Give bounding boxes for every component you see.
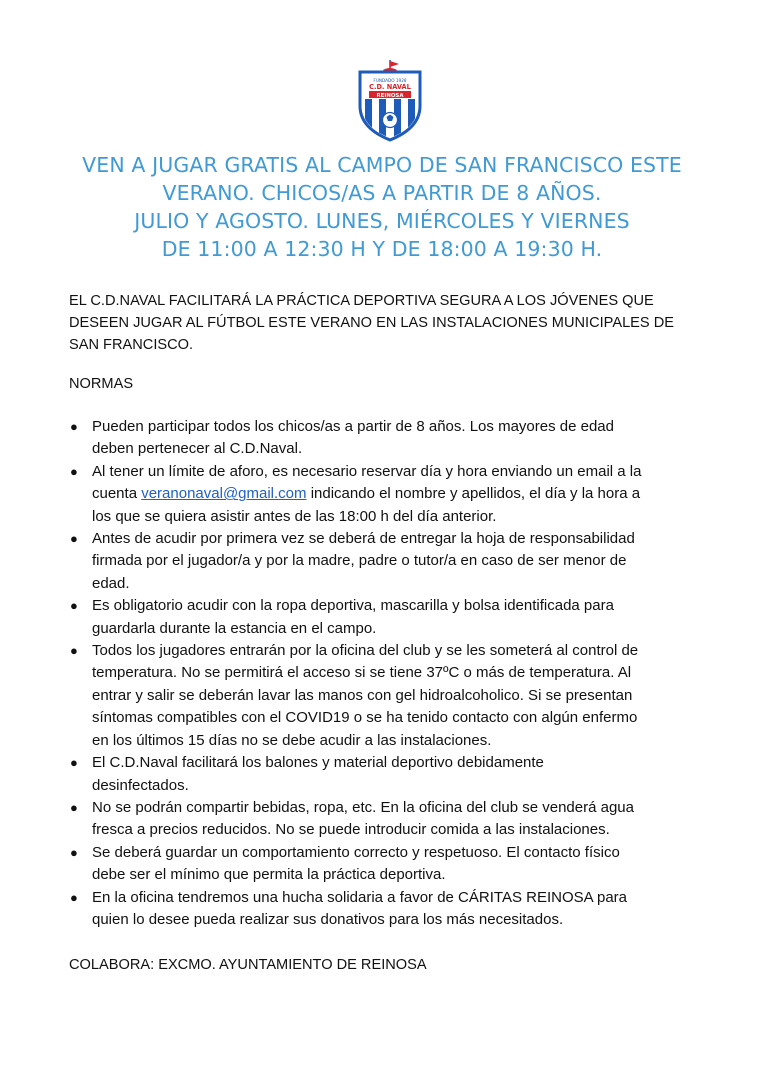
rule-line: desinfectados. [92,776,189,794]
rule-line: Es obligatorio acudir con la ropa deportiva, mascarilla y bolsa identificada para [92,597,614,615]
rule-line: firmada por el jugador/a y por la madre, padre o tutor/a en caso de ser menor de [92,552,627,570]
rule-line: síntomas compatibles con el COVID19 o se ha tenido contacto con algún enfermo [92,709,638,727]
rule-item [69,842,709,887]
headline-line: DE 11:00 A 12:30 H Y DE 18:00 A 19:30 H. [161,237,603,261]
rule-line-prefix: cuenta [92,485,142,503]
rule-item [69,752,709,797]
rule-line: Al tener un límite de aforo, es necesario reservar día y hora enviando un email a la [92,462,642,480]
rule-item [69,640,709,752]
rule-line: En la oficina tendremos una hucha solidaria a favor de CÁRITAS REINOSA para [92,888,627,906]
rule-item [69,416,709,461]
bullet-icon: ● [70,889,78,905]
rule-item [69,595,709,640]
rule-line: los que se quiera asistir antes de las 18:00 h del día anterior. [92,507,497,525]
rule-line: fresca a precios reducidos. No se puede introducir comida a las instalaciones. [92,821,610,839]
rule-item [69,461,709,528]
club-crest-logo [357,58,423,142]
crest-club-name: C.D. NAVAL [369,83,411,91]
email-link[interactable]: veranonaval@gmail.com [141,485,307,503]
headline-line: VEN A JUGAR GRATIS AL CAMPO DE SAN FRANCISCO ESTE [82,153,682,177]
rule-line: temperatura. No se permitirá el acceso si se tiene 37ºC o más de temperatura. Al [92,664,632,682]
bullet-icon: ● [70,463,78,479]
sponsor-footer: COLABORA: EXCMO. AYUNTAMIENTO DE REINOSA [69,957,427,973]
crest-founded-text: FUNDADO 1928 [373,78,407,83]
bullet-icon: ● [70,799,78,815]
bullet-icon: ● [70,643,78,659]
rule-line-suffix: indicando el nombre y apellidos, el día y la hora a [306,485,641,503]
bullet-icon: ● [70,844,78,860]
rule-line: guardarla durante la estancia en el campo. [92,619,377,637]
bullet-icon: ● [70,598,78,614]
rules-heading: NORMAS [69,376,134,392]
crest-city-name: REINOSA [376,92,404,99]
rule-line: entrar y salir se deberán lavar las manos con gel hidroalcoholico. Si se presentan [92,686,633,704]
headline-line: VERANO. CHICOS/AS A PARTIR DE 8 AÑOS. [162,181,602,205]
rule-line: Todos los jugadores entrarán por la oficina del club y se les someterá al control de [92,642,639,660]
headline-line: JULIO Y AGOSTO. LUNES, MIÉRCOLES Y VIERNES [134,209,630,233]
intro-line: SAN FRANCISCO. [69,337,194,353]
rule-line: No se podrán compartir bebidas, ropa, etc. En la oficina del club se venderá agua [92,798,634,816]
bullet-icon: ● [70,531,78,547]
rule-line: Se deberá guardar un comportamiento correcto y respetuoso. El contacto físico [92,843,620,861]
rule-item [69,797,709,842]
rule-item [69,887,709,932]
rule-line: deben pertenecer al C.D.Naval. [92,440,303,458]
bullet-icon: ● [70,419,78,434]
rule-line: en los últimos 15 días no se debe acudir a las instalaciones. [92,731,492,749]
bullet-icon: ● [70,755,78,771]
rule-line: edad. [92,574,130,592]
rule-line: Antes de acudir por primera vez se deberá de entregar la hoja de responsabilidad [92,530,635,548]
rule-item [69,528,709,595]
headline [40,151,724,263]
intro-line: DESEEN JUGAR AL FÚTBOL ESTE VERANO EN LAS INSTALACIONES MUNICIPALES DE [69,315,674,331]
rule-line: debe ser el mínimo que permita la práctica deportiva. [92,866,446,884]
rule-line: Pueden participar todos los chicos/as a partir de 8 años. Los mayores de edad [92,418,614,435]
rule-line: El C.D.Naval facilitará los balones y material deportivo debidamente [92,754,544,772]
intro-line: EL C.D.NAVAL FACILITARÁ LA PRÁCTICA DEPORTIVA SEGURA A LOS JÓVENES QUE [69,293,654,309]
rule-line: quien lo desee pueda realizar sus donativos para los más necesitados. [92,910,564,928]
rules-list [69,416,709,931]
intro-paragraph [69,290,699,356]
